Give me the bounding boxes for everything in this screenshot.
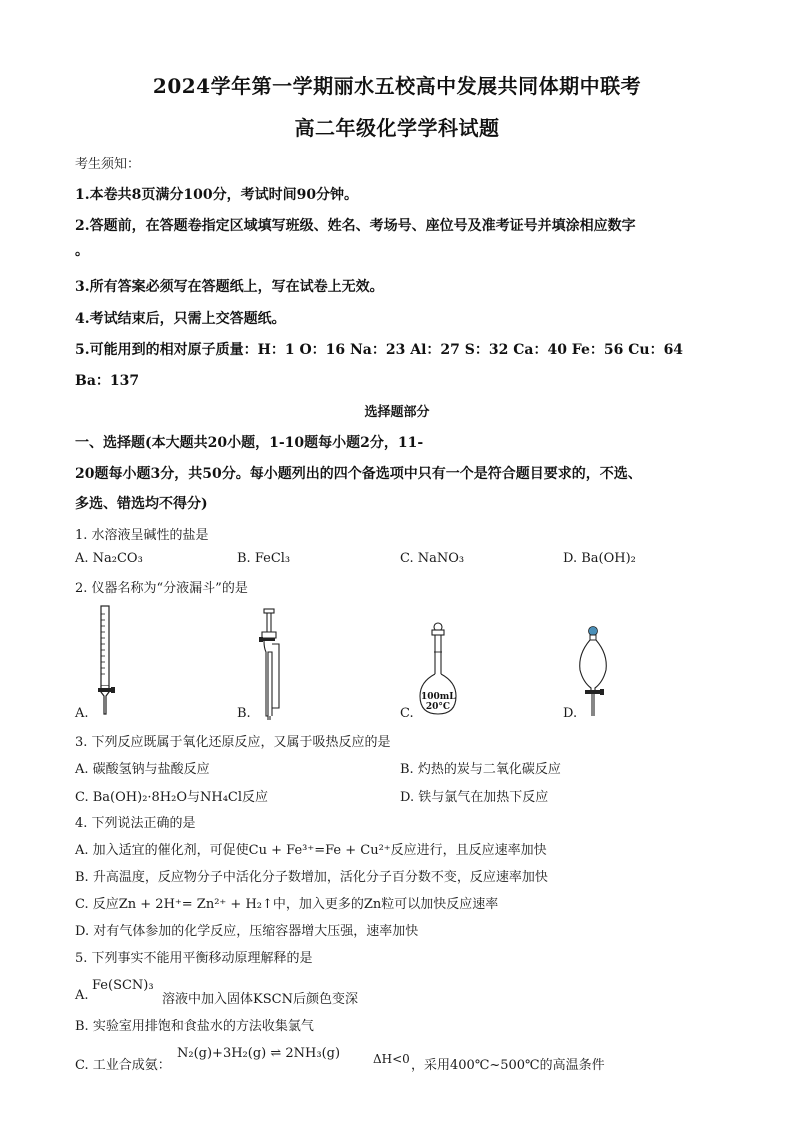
q3-option-d: D. 铁与氯气在加热下反应	[400, 790, 549, 805]
section-instructions-3: 多选、错选均不得分)	[75, 496, 208, 512]
q1-option-b: B. FeCl₃	[237, 551, 291, 566]
q1-option-c: C. NaNO₃	[400, 551, 465, 566]
notice-item-5-cont: Ba：137	[75, 373, 140, 389]
flask-volume-label: 100mL	[421, 692, 456, 702]
q2-option-d: D.	[563, 706, 578, 721]
q4-option-d: D. 对有气体参加的化学反应，压缩容器增大压强，速率加快	[75, 924, 419, 939]
q5-option-a-text: 溶液中加入固体KSCN后颜色变深	[162, 992, 358, 1007]
notice-heading: 考生须知：	[75, 157, 141, 172]
notice-item-2: 2.答题前，在答题卷指定区域填写班级、姓名、考场号、座位号及准考证号并填涂相应数字	[75, 218, 636, 234]
q5-option-a-formula: Fe(SCN)₃	[92, 978, 154, 993]
q4-option-a: A. 加入适宜的催化剂，可促使Cu + Fe³⁺=Fe + Cu²⁺反应进行，且反应速率加快	[75, 843, 547, 858]
flask-temperature-label: 20°C	[425, 702, 451, 712]
separatory-funnel-icon	[576, 626, 610, 718]
q5-option-c-prefix: C. 工业合成氨：	[75, 1058, 171, 1073]
q1-option-a: A. Na₂CO₃	[75, 551, 143, 566]
q4-option-c: C. 反应Zn + 2H⁺= Zn²⁺ + H₂↑中，加入更多的Zn粒可以加快反应速率	[75, 897, 499, 912]
q2-stem: 2. 仪器名称为“分液漏斗”的是	[75, 581, 248, 596]
q1-stem: 1. 水溶液呈碱性的盐是	[75, 528, 209, 543]
q5-option-c-enthalpy: ΔH<0	[373, 1052, 410, 1066]
q2-option-b: B.	[237, 706, 251, 721]
notice-item-1: 1.本卷共8页满分100分，考试时间90分钟。	[75, 187, 359, 203]
q2-option-a: A.	[75, 706, 89, 721]
q5-option-a-prefix: A.	[75, 988, 89, 1003]
q4-option-b: B. 升高温度，反应物分子中活化分子数增加，活化分子百分数不变，反应速率加快	[75, 870, 548, 885]
exam-title: 2024学年第一学期丽水五校高中发展共同体期中联考	[152, 74, 642, 98]
q5-option-c-equation: N₂(g)+3H₂(g) ⇌ 2NH₃(g)	[177, 1046, 341, 1061]
notice-item-2-cont: 。	[75, 243, 89, 259]
q2-option-c: C.	[400, 706, 414, 721]
section-instructions-1: 一、选择题(本大题共20小题，1-10题每小题2分，11-	[75, 435, 424, 451]
exam-subtitle: 高二年级化学学科试题	[294, 116, 500, 140]
section-heading: 选择题部分	[364, 405, 430, 420]
q3-option-a: A. 碳酸氢钠与盐酸反应	[75, 762, 210, 777]
q5-option-b: B. 实验室用排饱和食盐水的方法收集氯气	[75, 1019, 314, 1034]
notice-item-5: 5.可能用到的相对原子质量：H：1 O：16 Na：23 Al：27 S：32 Ca：40 Fe：56 Cu：64	[75, 342, 684, 358]
q5-option-c-text: ，采用400℃~500℃的高温条件	[411, 1058, 605, 1073]
notice-item-4: 4.考试结束后，只需上交答题纸。	[75, 311, 286, 327]
q1-option-d: D. Ba(OH)₂	[563, 551, 636, 566]
notice-item-3: 3.所有答案必须写在答题纸上，写在试卷上无效。	[75, 279, 384, 295]
q3-option-c: C. Ba(OH)₂·8H₂O与NH₄Cl反应	[75, 790, 269, 805]
q3-stem: 3. 下列反应既属于氧化还原反应，又属于吸热反应的是	[75, 735, 391, 750]
section-instructions-2: 20题每小题3分，共50分。每小题列出的四个备选项中只有一个是符合题目要求的，不选、	[75, 466, 642, 482]
q5-stem: 5. 下列事实不能用平衡移动原理解释的是	[75, 951, 313, 966]
q4-stem: 4. 下列说法正确的是	[75, 816, 196, 831]
q3-option-b: B. 灼热的炭与二氧化碳反应	[400, 762, 561, 777]
burette-icon	[90, 604, 120, 719]
condenser-icon	[255, 608, 285, 720]
